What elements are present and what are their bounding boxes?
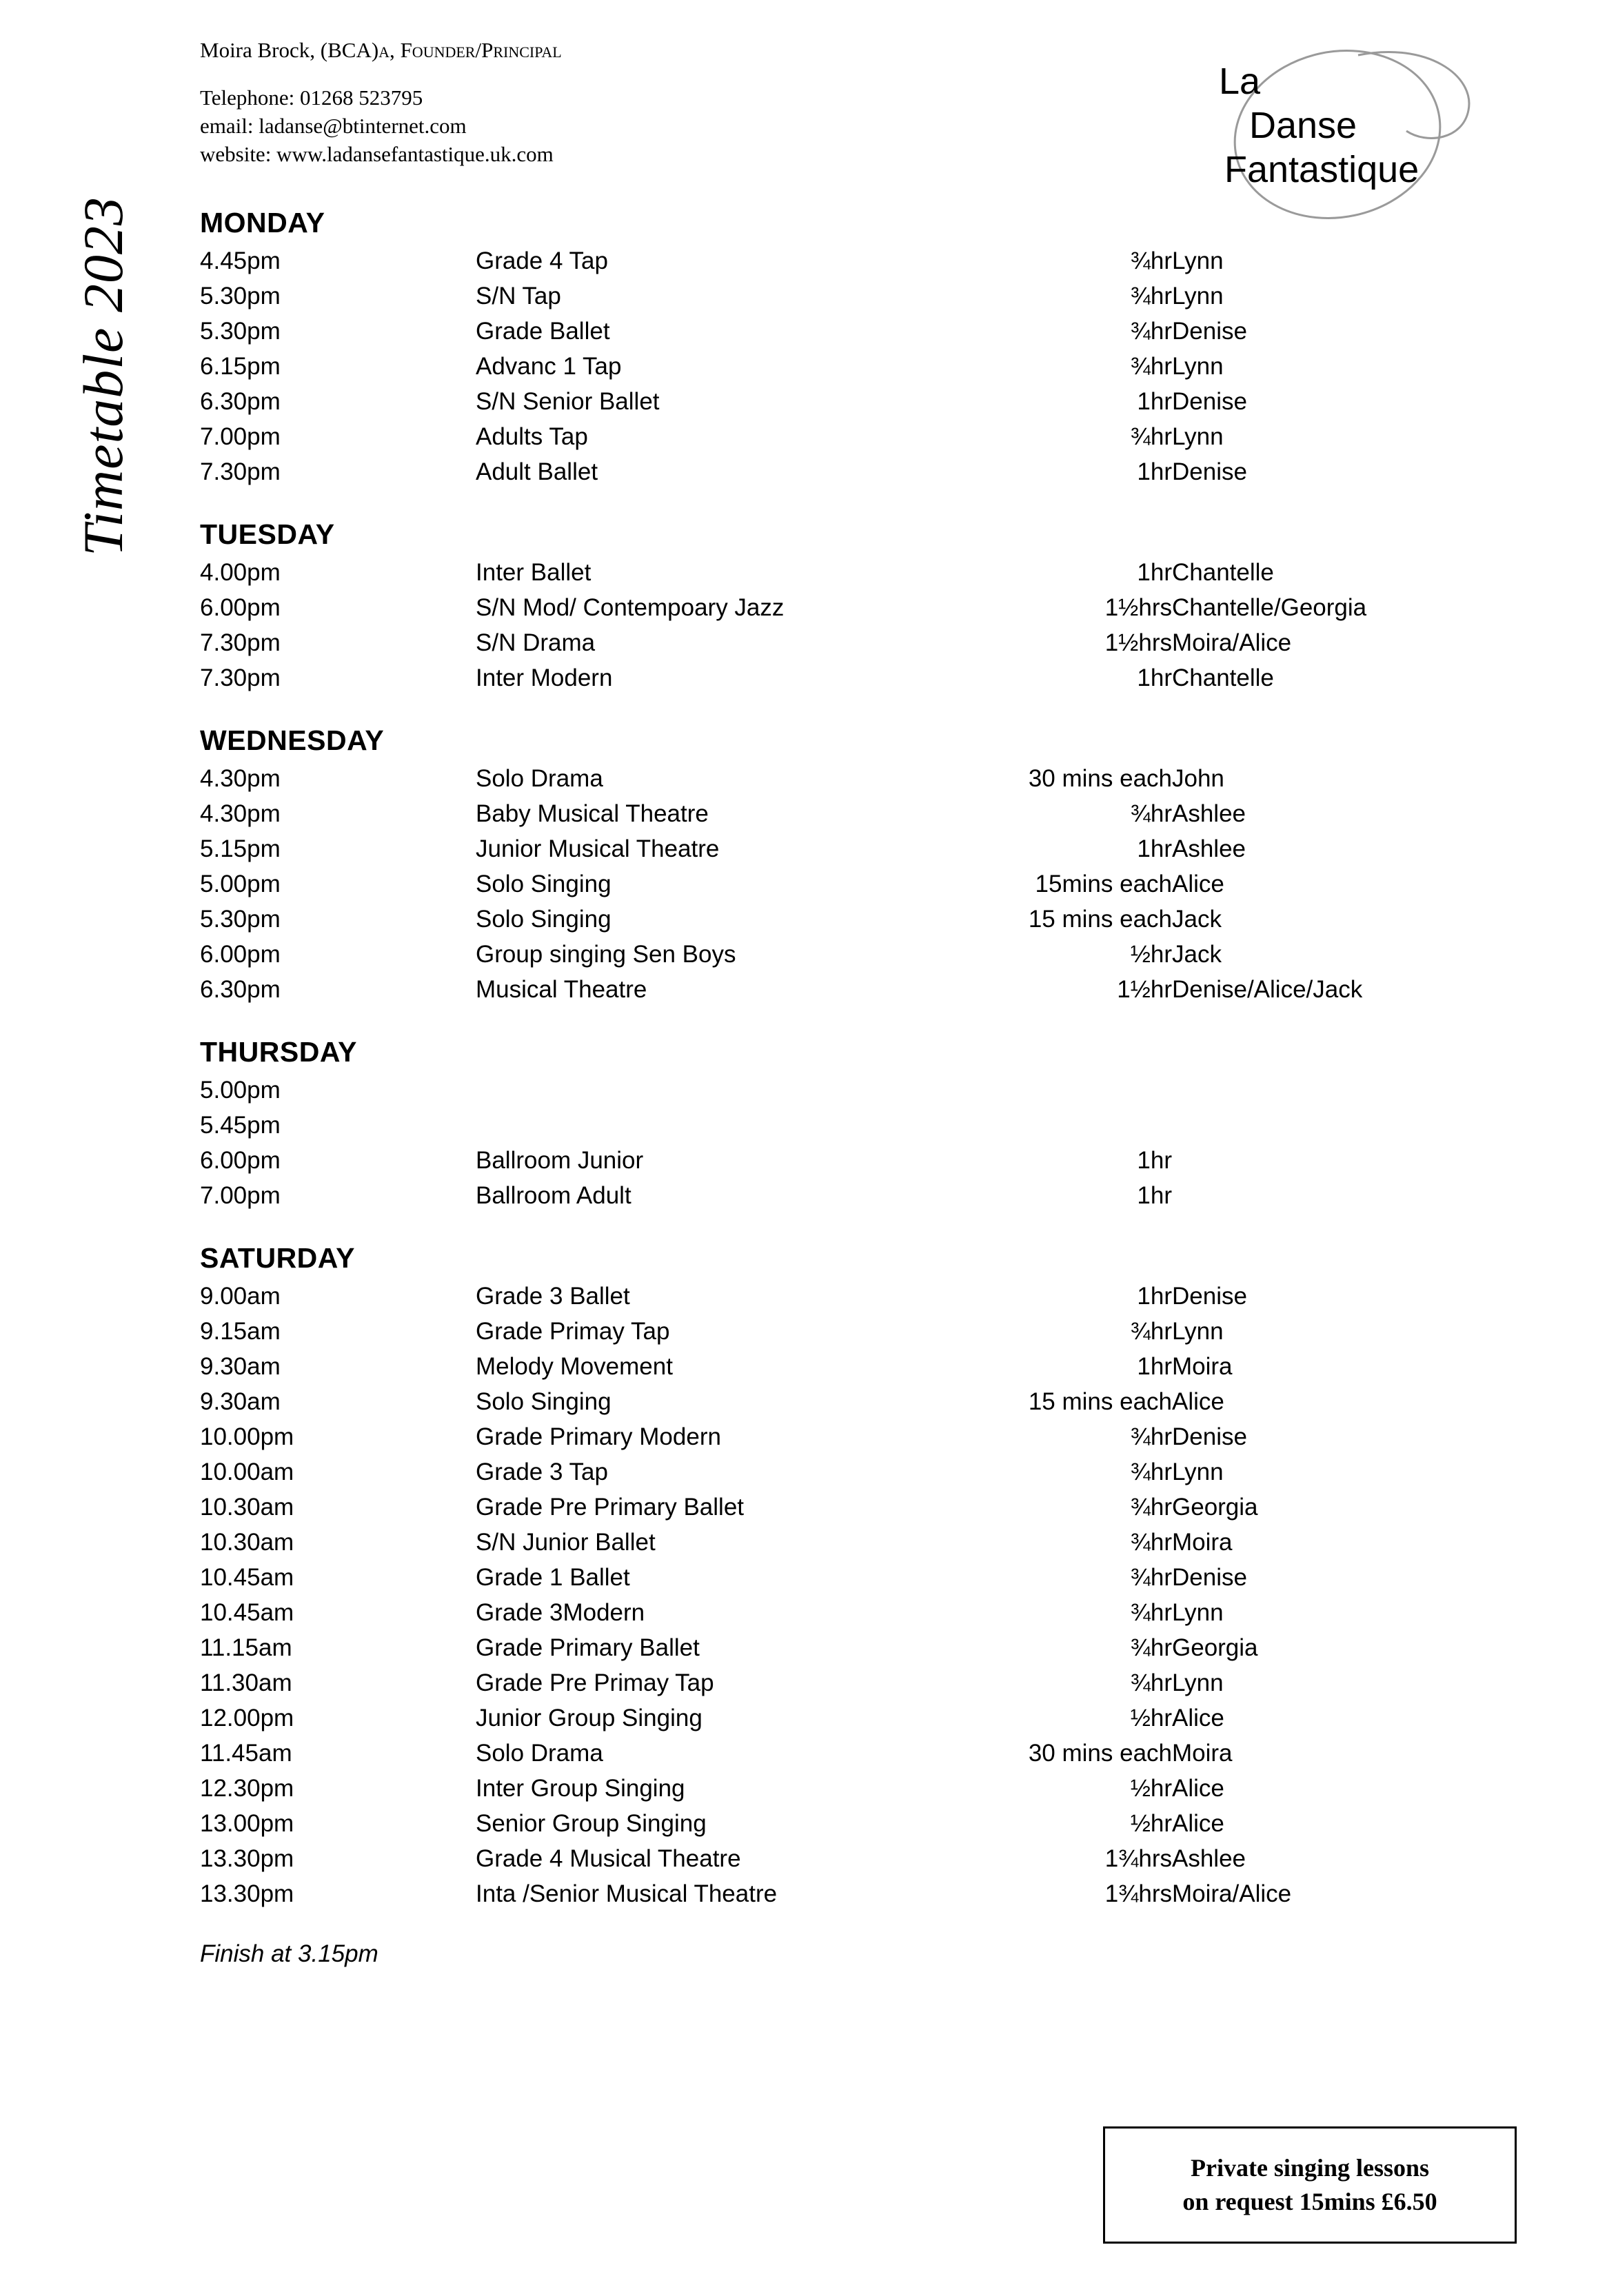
class-teacher: Lynn [1172,1459,1224,1485]
table-row [200,765,1413,800]
table-row [200,1669,1413,1705]
table-row [200,1077,1413,1112]
class-teacher: Alice [1172,1705,1224,1731]
day-class-table [200,247,1413,494]
header-block [200,38,1165,169]
class-name: Grade Ballet [476,318,610,345]
class-time: 11.15am [200,1634,292,1661]
table-row [200,1880,1413,1916]
timetable-schedule [200,207,1496,1968]
class-teacher [1172,1112,1413,1147]
class-time: 5.00pm [200,1077,281,1104]
class-duration: ¾hr [1130,353,1172,380]
table-row [200,247,1413,283]
class-name: Grade 3 Ballet [476,1283,630,1310]
table-row [200,1147,1413,1182]
class-teacher: Moira/Alice [1172,1880,1292,1907]
days-container [200,207,1496,1916]
class-time: 4.30pm [200,800,281,827]
class-duration: ¾hr [1130,1494,1172,1521]
class-teacher: Ashlee [1172,1845,1246,1872]
class-name: Solo Singing [476,871,612,897]
class-name: Group singing Sen Boys [476,941,736,968]
class-name: Baby Musical Theatre [476,800,709,827]
class-duration: ¾hr [1130,1564,1172,1591]
class-time: 9.30am [200,1388,281,1415]
document-side-title [0,0,134,620]
table-row [200,1423,1413,1459]
table-row [200,1318,1413,1353]
logo-line-1: La [1219,61,1261,102]
class-duration: ½hr [1130,941,1172,968]
class-name: Inter Ballet [476,559,592,586]
table-row [200,1182,1413,1217]
class-duration: 1hr [1137,388,1172,415]
class-name: Ballroom Adult [476,1182,631,1209]
class-name: S/N Drama [476,629,596,656]
class-duration: 15 mins each [1028,1388,1172,1415]
class-duration: ¾hr [1130,283,1172,309]
side-title-text: Timetable 2023 [72,196,134,556]
table-row [200,871,1413,906]
class-name: Grade 1 Ballet [476,1564,630,1591]
class-duration: 1hr [1137,1353,1172,1380]
day-block [200,518,1496,700]
day-class-table [200,765,1413,1011]
class-duration: 1hr [1137,1147,1172,1174]
table-row [200,594,1413,629]
table-row [200,1634,1413,1669]
class-time: 6.30pm [200,976,281,1003]
table-row [200,1353,1413,1388]
class-time: 13.30pm [200,1845,294,1872]
day-block [200,724,1496,1011]
class-name: Grade 4 Musical Theatre [476,1845,741,1872]
class-duration: 30 mins each [1028,1740,1172,1767]
class-name: Solo Drama [476,1740,603,1767]
class-name: Grade Primary Ballet [476,1634,700,1661]
day-title: TUESDAY [200,518,335,550]
logo-line-2: Danse [1249,105,1357,146]
class-time: 4.00pm [200,559,281,586]
table-row [200,629,1413,664]
class-teacher: Chantelle/Georgia [1172,594,1367,621]
class-time: 10.45am [200,1564,294,1591]
class-name: Senior Group Singing [476,1810,707,1837]
class-time: 10.30am [200,1529,294,1556]
class-name: Inter Modern [476,664,613,691]
class-duration: 30 mins each [1028,765,1172,792]
class-time: 5.45pm [200,1112,281,1139]
class-time: 7.00pm [200,1182,281,1209]
table-row [200,1775,1413,1810]
class-time: 11.30am [200,1669,292,1696]
class-teacher: Alice [1172,1810,1224,1837]
class-teacher: Jack [1172,906,1222,933]
class-teacher: Moira [1172,1529,1233,1556]
founder-line [200,38,1165,63]
class-teacher: Moira/Alice [1172,629,1292,656]
class-duration: 1hr [1137,559,1172,586]
class-name [476,1112,917,1147]
class-teacher: Ashlee [1172,835,1246,862]
class-duration: 1½hrs [1104,629,1172,656]
class-duration: ¾hr [1130,1669,1172,1696]
class-time: 9.00am [200,1283,281,1310]
class-name: Adult Ballet [476,458,598,485]
class-teacher: Denise [1172,388,1247,415]
class-teacher: Ashlee [1172,800,1246,827]
private-lessons-line-2: on request 15mins £6.50 [1182,2188,1437,2215]
table-row [200,1599,1413,1634]
class-teacher: Lynn [1172,247,1224,274]
table-row [200,1494,1413,1529]
day-title: THURSDAY [200,1036,358,1068]
table-row [200,1845,1413,1880]
class-teacher: Alice [1172,1388,1224,1415]
table-row [200,1564,1413,1599]
class-duration [917,1077,1172,1112]
founder-quals: (BCA)a, [320,38,395,62]
class-name: Advanc 1 Tap [476,353,622,380]
class-time: 5.30pm [200,318,281,345]
class-teacher: John [1172,765,1224,792]
contact-block [200,83,1165,169]
table-row [200,1810,1413,1845]
class-duration: 1hr [1137,664,1172,691]
class-time: 6.15pm [200,353,281,380]
class-teacher [1172,1182,1413,1217]
class-duration: ¾hr [1130,1599,1172,1626]
class-time: 12.30pm [200,1775,294,1802]
class-teacher: Lynn [1172,353,1224,380]
class-duration: ¾hr [1130,1529,1172,1556]
table-row [200,835,1413,871]
class-teacher: Georgia [1172,1634,1258,1661]
class-duration: ¾hr [1130,1634,1172,1661]
class-time: 13.30pm [200,1880,294,1907]
email-line: email: ladanse@btinternet.com [200,114,467,139]
class-name: Inta /Senior Musical Theatre [476,1880,778,1907]
telephone-line: Telephone: 01268 523795 [200,85,423,110]
table-row [200,664,1413,700]
class-name: Grade 3Modern [476,1599,645,1626]
class-name: S/N Mod/ Contempoary Jazz [476,594,785,621]
class-teacher: Lynn [1172,1669,1224,1696]
class-duration: 1½hrs [1104,594,1172,621]
table-row [200,1283,1413,1318]
class-teacher: Alice [1172,871,1224,897]
class-teacher: Denise [1172,318,1247,345]
class-teacher [1172,1077,1413,1112]
day-block [200,1036,1496,1217]
class-name: S/N Senior Ballet [476,388,660,415]
class-duration: ¾hr [1130,247,1172,274]
class-duration: ¾hr [1130,1423,1172,1450]
class-time: 6.30pm [200,388,281,415]
class-name: Musical Theatre [476,976,647,1003]
class-time: 4.45pm [200,247,281,274]
class-name: Solo Singing [476,906,612,933]
class-duration: ½hr [1130,1775,1172,1802]
class-duration: ¾hr [1130,800,1172,827]
table-row [200,906,1413,941]
class-name: S/N Junior Ballet [476,1529,656,1556]
class-name: Grade 4 Tap [476,247,608,274]
day-title: MONDAY [200,207,325,238]
class-duration: ½hr [1130,1810,1172,1837]
class-name: Grade Pre Primay Tap [476,1669,714,1696]
class-time: 7.30pm [200,629,281,656]
class-name: Junior Musical Theatre [476,835,720,862]
table-row [200,423,1413,458]
website-line: website: www.ladansefantastique.uk.com [200,142,554,167]
class-duration: 1hr [1137,1182,1172,1209]
class-duration: ¾hr [1130,1459,1172,1485]
class-name: S/N Tap [476,283,561,309]
class-time: 6.00pm [200,1147,281,1174]
table-row [200,559,1413,594]
class-teacher: Denise [1172,1283,1247,1310]
class-teacher: Lynn [1172,423,1224,450]
class-name: Solo Drama [476,765,603,792]
class-teacher [1172,1147,1413,1182]
table-row [200,388,1413,423]
table-row [200,1705,1413,1740]
class-time: 10.00pm [200,1423,294,1450]
class-time: 7.00pm [200,423,281,450]
class-duration: 15 mins each [1028,906,1172,933]
table-row [200,318,1413,353]
class-teacher: Denise [1172,458,1247,485]
class-time: 5.30pm [200,283,281,309]
class-duration: 15mins each [1035,871,1172,897]
table-row [200,1388,1413,1423]
table-row [200,353,1413,388]
class-name [476,1077,917,1112]
class-name: Ballroom Junior [476,1147,644,1174]
class-teacher: Chantelle [1172,559,1274,586]
class-duration: ¾hr [1130,1318,1172,1345]
class-time: 9.30am [200,1353,281,1380]
class-name: Solo Singing [476,1388,612,1415]
day-class-table [200,559,1413,700]
table-row [200,1459,1413,1494]
class-teacher: Jack [1172,941,1222,968]
class-time: 5.15pm [200,835,281,862]
private-lessons-line-1: Private singing lessons [1190,2154,1430,2182]
class-duration: ¾hr [1130,318,1172,345]
class-time: 11.45am [200,1740,292,1767]
class-teacher: Moira [1172,1353,1233,1380]
class-name: Melody Movement [476,1353,673,1380]
class-name: Grade Pre Primary Ballet [476,1494,745,1521]
class-teacher: Denise [1172,1564,1247,1591]
class-teacher: Lynn [1172,283,1224,309]
day-class-table [200,1283,1413,1916]
class-duration: 1hr [1137,835,1172,862]
class-duration: ½hr [1130,1705,1172,1731]
class-teacher: Georgia [1172,1494,1258,1521]
class-time: 9.15am [200,1318,281,1345]
table-row [200,283,1413,318]
founder-role: Founder/Principal [400,38,562,62]
class-time: 5.00pm [200,871,281,897]
class-name: Grade Primary Modern [476,1423,721,1450]
day-title: SATURDAY [200,1242,355,1274]
founder-name: Moira Brock, [200,38,316,62]
day-block [200,1242,1496,1916]
finish-note: Finish at 3.15pm [200,1940,378,1967]
table-row [200,941,1413,976]
class-duration: 1hr [1137,458,1172,485]
day-title: WEDNESDAY [200,724,385,756]
class-name: Inter Group Singing [476,1775,685,1802]
class-name: Junior Group Singing [476,1705,703,1731]
class-teacher: Denise/Alice/Jack [1172,976,1363,1003]
table-row [200,1740,1413,1775]
table-row [200,1112,1413,1147]
table-row [200,1529,1413,1564]
table-row [200,976,1413,1011]
class-duration: 1½hr [1117,976,1172,1003]
class-duration: 1¾hrs [1104,1845,1172,1872]
class-time: 10.00am [200,1459,294,1485]
table-row [200,800,1413,835]
class-time: 6.00pm [200,941,281,968]
class-time: 10.45am [200,1599,294,1626]
class-time: 10.30am [200,1494,294,1521]
class-duration: 1¾hrs [1104,1880,1172,1907]
class-name: Adults Tap [476,423,588,450]
table-row [200,458,1413,494]
class-time: 13.00pm [200,1810,294,1837]
day-block [200,207,1496,494]
class-time: 7.30pm [200,664,281,691]
class-duration: ¾hr [1130,423,1172,450]
class-duration: 1hr [1137,1283,1172,1310]
class-teacher: Lynn [1172,1599,1224,1626]
class-time: 4.30pm [200,765,281,792]
logo-line-3: Fantastique [1224,149,1419,190]
class-time: 5.30pm [200,906,281,933]
class-time: 7.30pm [200,458,281,485]
class-name: Grade Primay Tap [476,1318,670,1345]
class-name: Grade 3 Tap [476,1459,608,1485]
class-teacher: Denise [1172,1423,1247,1450]
class-teacher: Moira [1172,1740,1233,1767]
class-time: 6.00pm [200,594,281,621]
class-teacher: Lynn [1172,1318,1224,1345]
private-lessons-box [1103,2126,1517,2244]
class-teacher: Chantelle [1172,664,1274,691]
class-teacher: Alice [1172,1775,1224,1802]
class-time: 12.00pm [200,1705,294,1731]
class-duration [917,1112,1172,1147]
day-class-table [200,1077,1413,1217]
